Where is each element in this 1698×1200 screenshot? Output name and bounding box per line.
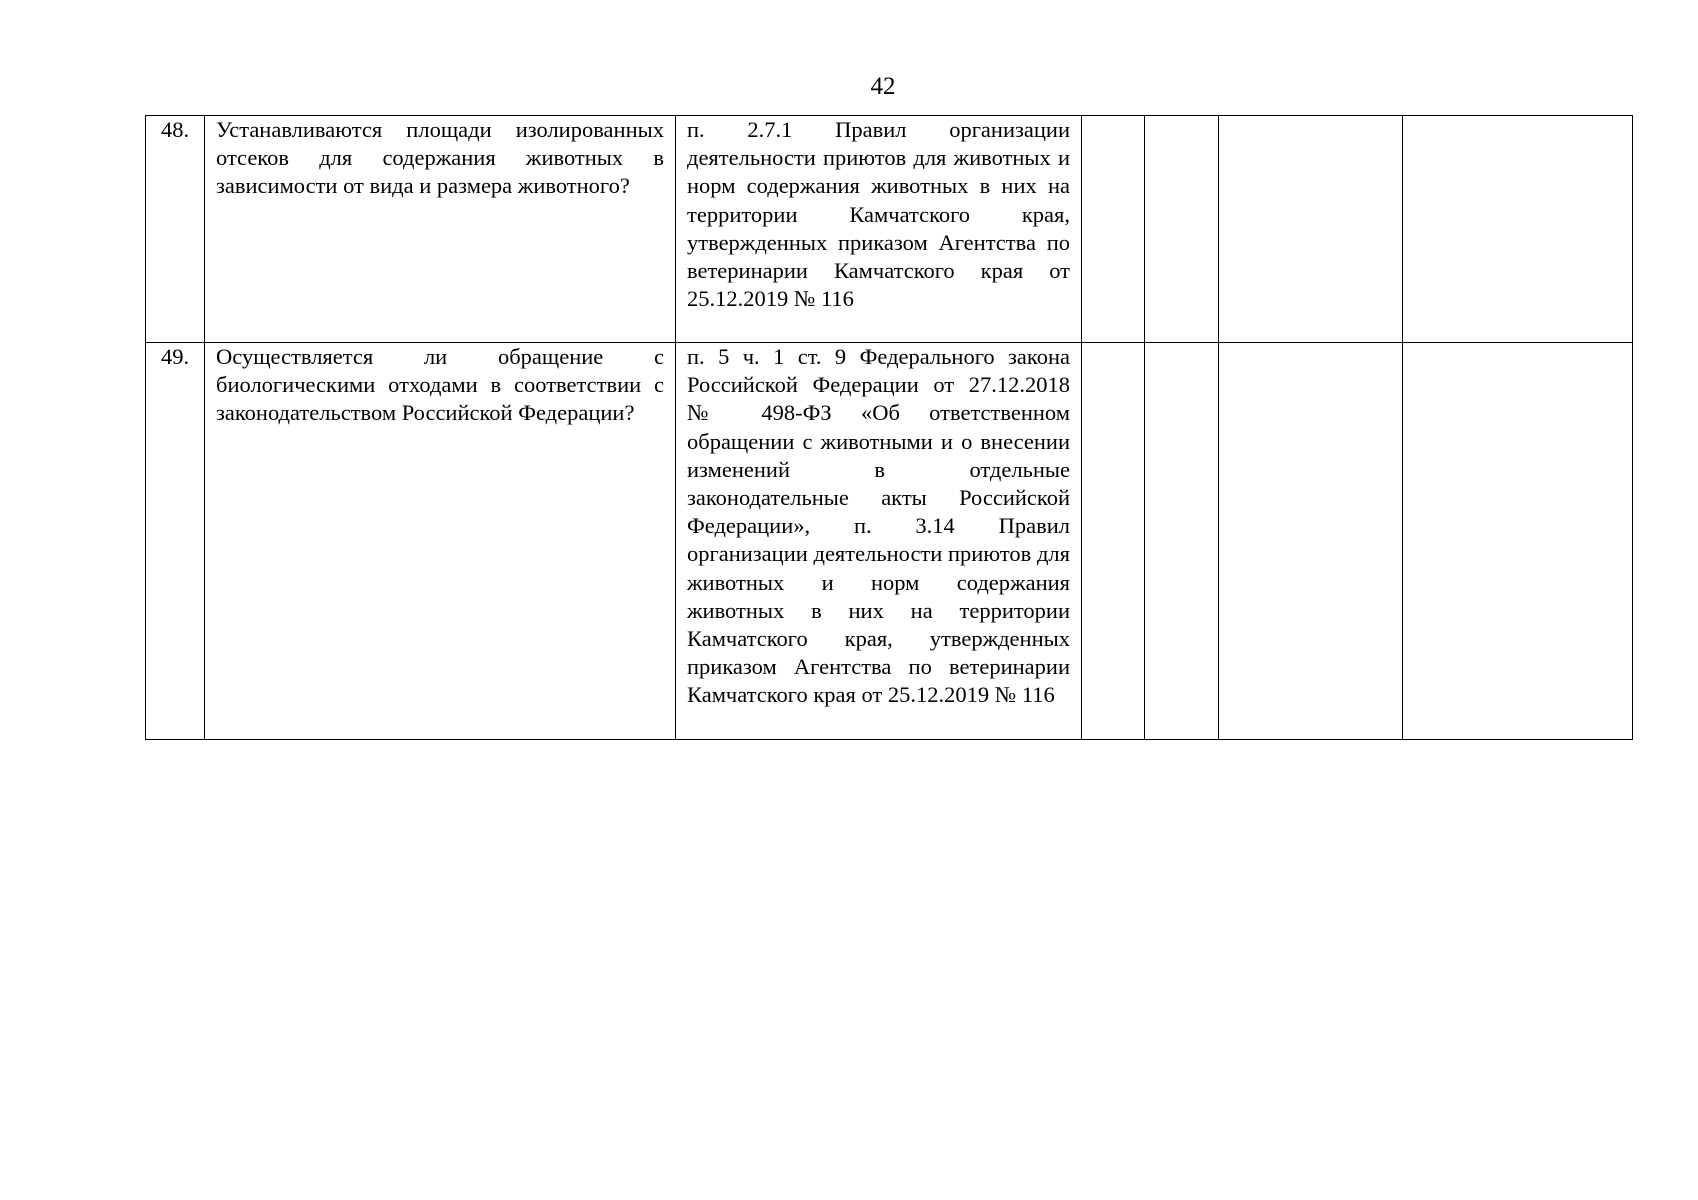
table-row [146,116,1633,343]
answer-yes-cell [1082,343,1145,740]
answer-no-cell [1145,343,1219,740]
table-row [146,343,1633,740]
row-number: 49. [146,343,205,740]
reference-cell: п. 5 ч. 1 ст. 9 Федерального закона Российской Федерации от 27.12.2018 № 498-ФЗ «Об ответственном обращении с животными и о внесении изменений в отдельные законодательные акты Российской Федерации», п. 3.14 Правил организации деятельности приютов для животных и норм содержания животных в них на территории Камчатского края, утвержденных приказом Агентства по ветеринарии Камчатского края от 25.12.2019 № 116 [676,343,1082,740]
answer-yes-cell [1082,116,1145,343]
reference-cell: п. 2.7.1 Правил организации деятельности приютов для животных и норм содержания животных в них на территории Камчатского края, утвержденных приказом Агентства по ветеринарии Камчатского края от 25.12.2019 № 116 [676,116,1082,343]
page-number: 42 [870,73,896,100]
answer-not-applicable-cell [1219,343,1403,740]
answer-no-cell [1145,116,1219,343]
notes-cell [1403,116,1633,343]
row-number: 48. [146,116,205,343]
checklist-table [145,115,1633,740]
question-cell: Осуществляется ли обращение с биологическими отходами в соответствии с законодательством Российской Федерации? [205,343,676,740]
answer-not-applicable-cell [1219,116,1403,343]
notes-cell [1403,343,1633,740]
question-cell: Устанавливаются площади изолированных отсеков для содержания животных в зависимости от вида и размера животного? [205,116,676,343]
